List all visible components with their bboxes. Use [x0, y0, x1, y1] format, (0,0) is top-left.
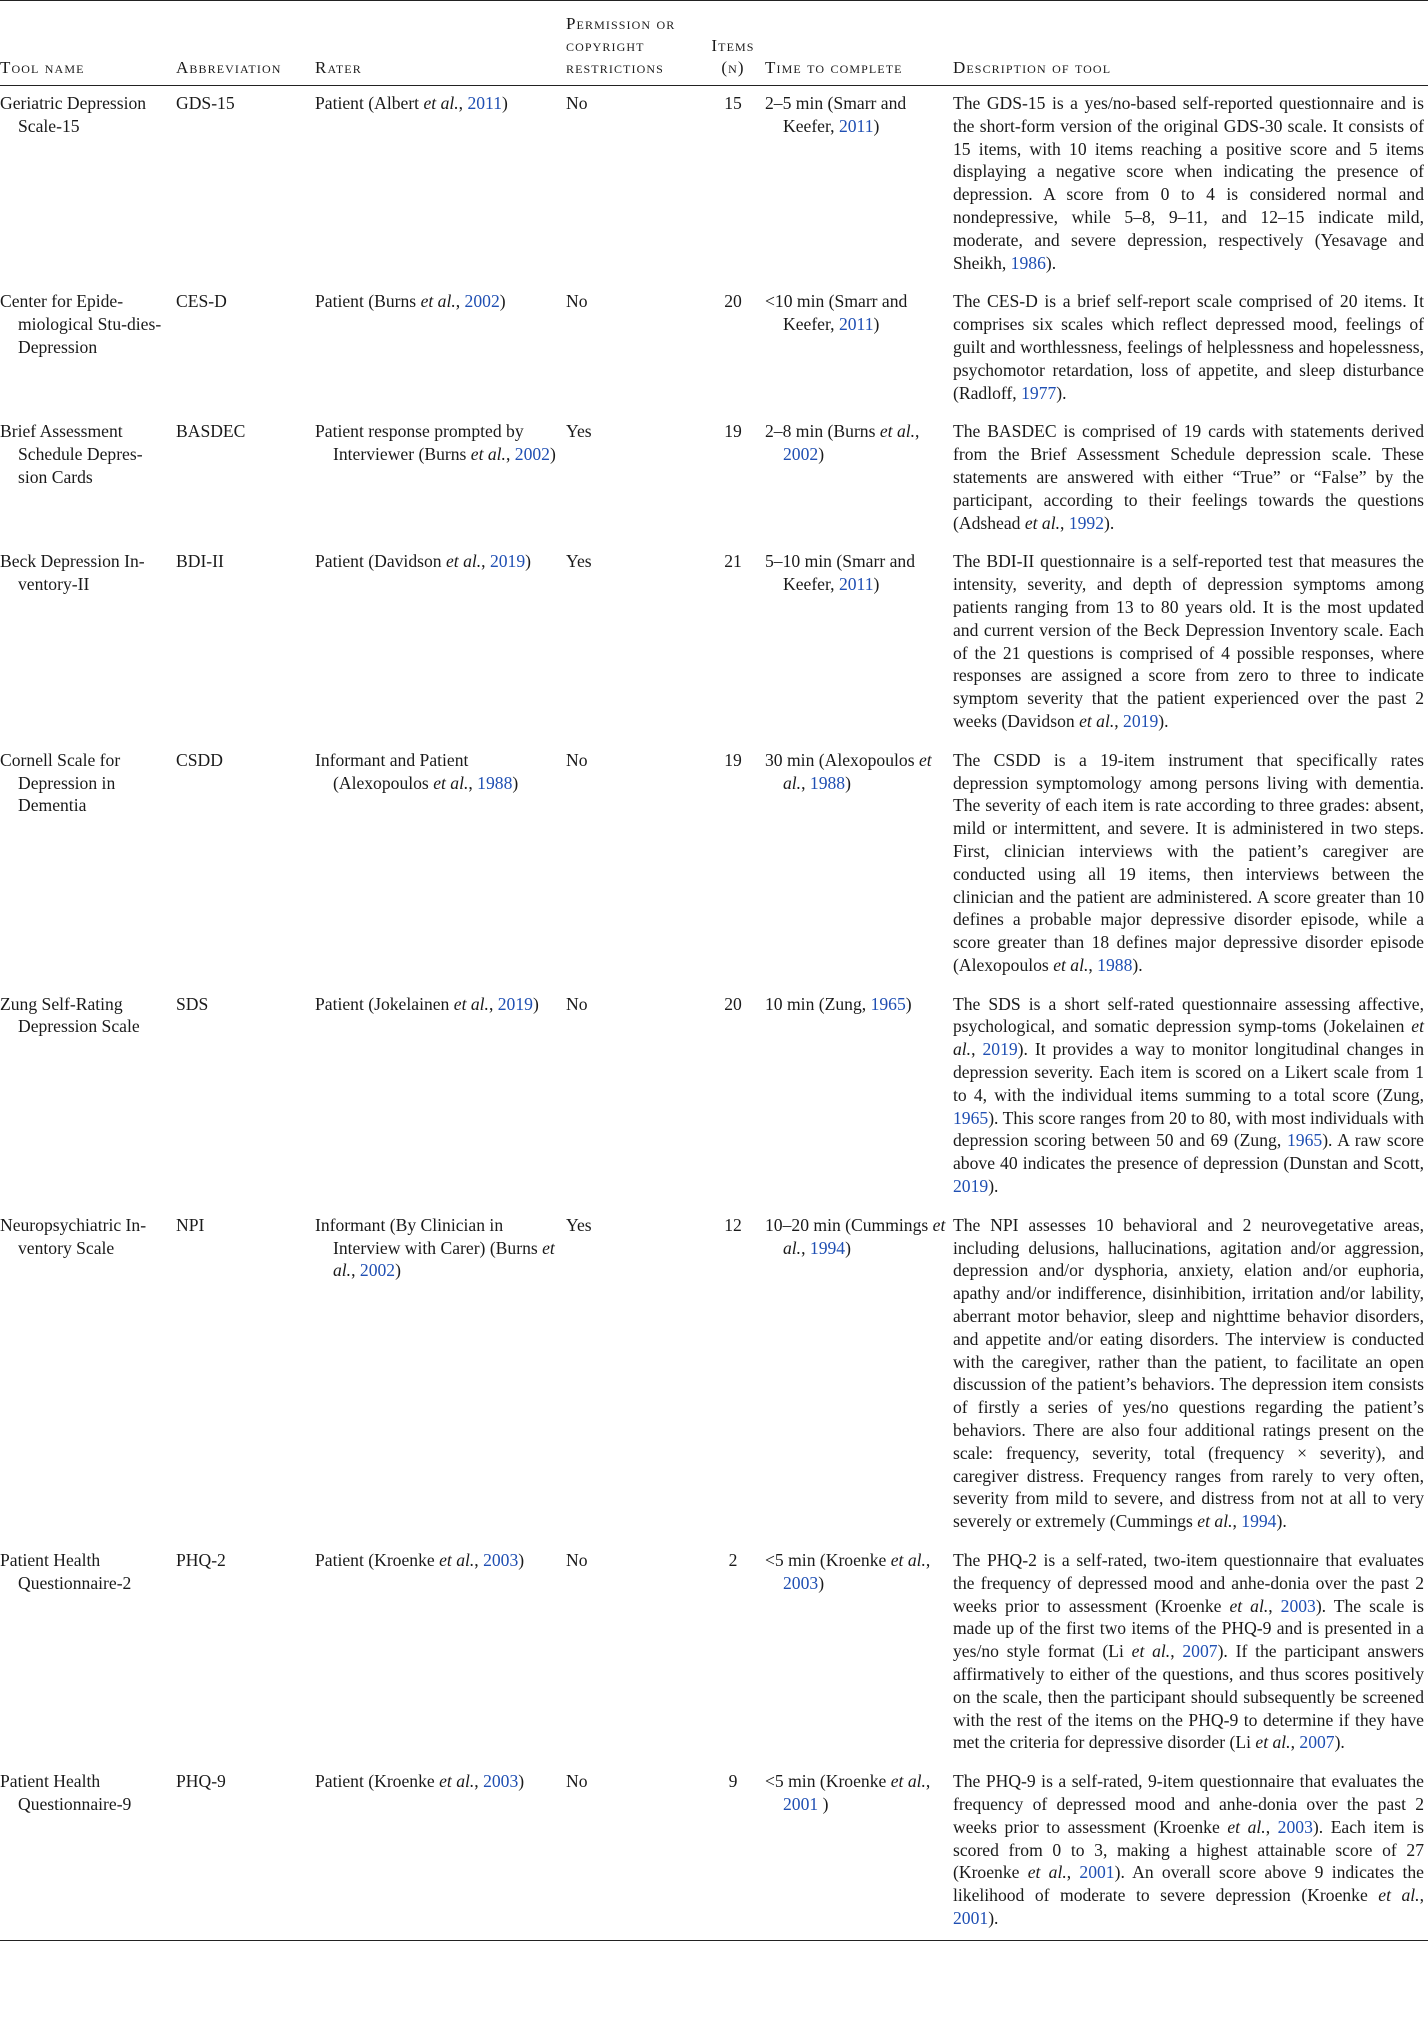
cell-rater: Informant and Patient (Alexopoulos et al., 1988) — [315, 749, 519, 793]
cell-time: 5–10 min (Smarr and Keefer, 2011) — [765, 551, 916, 595]
cell-description: The NPI assesses 10 behavioral and 2 neurovegetative areas, including delusions, hallucinations, agitation and/or aggression, depression and/or dysphoria, anxiety, elation and/or euphoria, apathy and/or indifference, disinhibition, irritation and/or lability, aberrant motor behavior, sleep and nighttime behavior disorders, and appetite and/or eating disorders. The interview is conducted with the caregiver, rather than the patient, to facilitate an open discussion of the patient’s behaviors. The depression item consists of firstly a series of yes/no questions regarding the patient’s behaviors. There are also four additional ratings present on the scale: frequency, severity, total (frequency × severity), and caregiver distress. Frequency ranges from rarely to very often, severity from mild to severe, and distress from not at all to very severely or extremely (Cummings et al., 1994). — [953, 1214, 1424, 1532]
cell-abbreviation: BDI-II — [176, 551, 224, 572]
cell-items: 20 — [724, 993, 742, 1014]
cell-abbreviation: PHQ-9 — [176, 1771, 226, 1792]
reference-link[interactable]: 2001 — [953, 1907, 989, 1928]
cell-items: 12 — [724, 1214, 742, 1235]
cell-abbreviation: CSDD — [176, 749, 223, 770]
reference-link[interactable]: 1994 — [1241, 1511, 1277, 1532]
reference-link[interactable]: 2002 — [359, 1260, 396, 1281]
cell-description: The PHQ-9 is a self-rated, 9-item questionnaire that evaluates the frequency of depressed mood and anhe-donia over the past 2 weeks prior to assessment (Kroenke et al., 2003). Each item is scored from 0 to 3, making a highest attainable score of 27 (Kroenke et al., 2001). An overall score above 9 indicates the likelihood of moderate to severe depression (Kroenke et al., 2001). — [953, 1771, 1424, 1928]
cell-time: 2–5 min (Smarr and Keefer, 2011) — [765, 93, 907, 136]
reference-link[interactable]: 1986 — [1010, 252, 1046, 273]
cell-items: 9 — [728, 1771, 738, 1792]
cell-tool-name: Center for Epide-miological Stu-dies-Depression — [0, 291, 162, 357]
reference-link[interactable]: 2003 — [1277, 1816, 1313, 1837]
cell-abbreviation: GDS-15 — [176, 93, 235, 113]
table-row — [0, 544, 1428, 742]
cell-rater: Patient (Davidson et al., 2019) — [315, 551, 531, 572]
reference-link[interactable]: 2019 — [953, 1176, 989, 1197]
reference-link[interactable]: 1988 — [1097, 954, 1133, 975]
cell-rater: Patient (Albert et al., 2011) — [315, 93, 508, 113]
cell-tool-name: Geriatric Depression Scale-15 — [0, 93, 147, 136]
cell-permission: Yes — [566, 421, 592, 442]
header-permission: Permission or copyright restrictions — [566, 14, 676, 77]
cell-time: 2–8 min (Burns et al., 2002) — [765, 421, 920, 465]
cell-time: 10–20 min (Cummings et al., 1994) — [765, 1214, 946, 1258]
reference-link[interactable]: 2003 — [1280, 1595, 1316, 1616]
cell-abbreviation: NPI — [176, 1214, 205, 1235]
header-abbreviation: Abbreviation — [176, 58, 282, 77]
header-row — [0, 1, 1428, 86]
header-time: Time to complete — [765, 58, 903, 77]
table-row — [0, 743, 1428, 987]
cell-items: 19 — [724, 749, 742, 770]
reference-link[interactable]: 2002 — [464, 291, 500, 312]
reference-link[interactable]: 2019 — [497, 993, 533, 1014]
cell-description: The BASDEC is comprised of 19 cards with statements derived from the Brief Assessment Schedule depression scale. These statements are answered with either “True” or “False” by the participant, according to their feelings towards the questions (Adshead et al., 1992). — [953, 421, 1424, 533]
header-items: Items (n) — [711, 36, 755, 77]
cell-rater: Patient (Kroenke et al., 2003) — [315, 1550, 525, 1571]
cell-rater: Patient (Burns et al., 2002) — [315, 291, 506, 312]
reference-link[interactable]: 1994 — [809, 1237, 846, 1258]
cell-description: The CSDD is a 19-item instrument that specifically rates depression symptomology among persons living with dementia. The severity of each item is rate according to three grades: absent, mild or intermittent, and severe. It is administered in two steps. First, clinician interviews with the patient’s caregiver are conducted using all 19 items, then interviews between the clinician and the patient are administered. A score greater than 10 defines a probable major depressive disorder episode, while a score greater than 18 defines major depressive disorder episode (Alexopoulos et al., 1988). — [953, 749, 1424, 975]
cell-rater: Patient response prompted by Interviewer (Burns et al., 2002) — [315, 421, 556, 465]
reference-link[interactable]: 1988 — [477, 772, 513, 793]
cell-tool-name: Patient Health Questionnaire-9 — [0, 1771, 132, 1814]
cell-rater: Informant (By Clinician in Interview with Carer) (Burns et al., 2002) — [315, 1214, 555, 1281]
cell-tool-name: Patient Health Questionnaire-2 — [0, 1550, 132, 1593]
cell-time: <5 min (Kroenke et al., 2003) — [765, 1550, 931, 1593]
reference-link[interactable]: 1992 — [1068, 512, 1104, 533]
reference-link[interactable]: 2011 — [467, 93, 502, 113]
cell-abbreviation: CES-D — [176, 291, 227, 312]
header-description: Description of tool — [953, 58, 1112, 77]
table-row — [0, 414, 1428, 544]
cell-permission: Yes — [566, 551, 592, 572]
cell-permission: No — [566, 993, 588, 1014]
cell-items: 15 — [724, 93, 742, 113]
reference-link[interactable]: 1988 — [809, 772, 846, 793]
reference-link[interactable]: 2019 — [982, 1039, 1018, 1060]
reference-link[interactable]: 2002 — [783, 444, 819, 465]
reference-link[interactable]: 2001 — [783, 1793, 819, 1814]
cell-time: <5 min (Kroenke et al., 2001 ) — [765, 1771, 931, 1814]
cell-description: The PHQ-2 is a self-rated, two-item questionnaire that evaluates the frequency of depressed mood and anhe-donia over the past 2 weeks prior to assessment (Kroenke et al., 2003). The scale is made up of the first two items of the PHQ-9 and is presented in a yes/no style format (Li et al., 2007). If the participant answers affirmatively to either of the questions, and thus scores positively on the scale, then the participant should subsequently be screened with the rest of the items on the PHQ-9 to determine if they have met the criteria for depressive disorder (Li et al., 2007). — [953, 1550, 1425, 1753]
cell-rater: Patient (Jokelainen et al., 2019) — [315, 993, 539, 1014]
reference-link[interactable]: 2003 — [483, 1550, 519, 1571]
table-body — [0, 86, 1428, 1941]
cell-time: 30 min (Alexopoulos et al., 1988) — [765, 749, 932, 793]
reference-link[interactable]: 2011 — [838, 115, 874, 136]
cell-description: The BDI-II questionnaire is a self-reported test that measures the intensity, severity, and depth of depression symptoms among patients ranging from 13 to 80 years old. It is the most updated and current version of the Beck Depression Inventory scale. Each of the 21 questions is comprised of 4 possible responses, where responses are assigned a score from zero to three to indicate symptom severity that the patient experienced over the past 2 weeks (Davidson et al., 2019). — [953, 551, 1424, 731]
header-rater: Rater — [315, 58, 362, 77]
cell-permission: Yes — [566, 1214, 592, 1235]
cell-description: The CES-D is a brief self-report scale comprised of 20 items. It comprises six scales which reflect depressed mood, feelings of guilt and worthlessness, feelings of helplessness and hopelessness, psychomotor retardation, loss of appetite, and sleep disturbance (Radloff, 1977). — [953, 291, 1424, 403]
reference-link[interactable]: 1965 — [870, 993, 906, 1014]
cell-tool-name: Beck Depression In-ventory-II — [0, 551, 145, 595]
reference-link[interactable]: 2003 — [783, 1572, 819, 1593]
table-row — [0, 987, 1428, 1208]
cell-items: 19 — [724, 421, 742, 442]
cell-tool-name: Zung Self-Rating Depression Scale — [0, 993, 140, 1037]
reference-link[interactable]: 2011 — [838, 574, 874, 595]
cell-description: The SDS is a short self-rated questionnaire assessing affective, psychological, and somatic depression symp-toms (Jokelainen et al., 2019). It provides a way to monitor longitudinal changes in depression severity. Each item is scored on a Likert scale from 1 to 4, with the individual items summing to a total score (Zung, 1965). This score ranges from 20 to 80, with most individuals with depression scoring between 50 and 69 (Zung, 1965). A raw score above 40 indicates the presence of depression (Dunstan and Scott, 2019). — [953, 993, 1425, 1197]
cell-time: <10 min (Smarr and Keefer, 2011) — [765, 291, 908, 335]
table-row — [0, 1764, 1428, 1940]
table-row — [0, 1208, 1428, 1543]
cell-rater: Patient (Kroenke et al., 2003) — [315, 1771, 525, 1792]
reference-link[interactable]: 2011 — [838, 314, 874, 335]
cell-items: 20 — [724, 291, 742, 312]
reference-link[interactable]: 2001 — [1079, 1862, 1115, 1883]
cell-tool-name: Brief Assessment Schedule Depres-sion Cards — [0, 421, 143, 487]
reference-link[interactable]: 1965 — [1287, 1130, 1323, 1151]
reference-link[interactable]: 2002 — [514, 444, 550, 465]
cell-items: 2 — [728, 1550, 738, 1571]
table-row — [0, 284, 1428, 414]
table-row — [0, 86, 1428, 285]
reference-link[interactable]: 2003 — [483, 1771, 519, 1792]
cell-permission: No — [566, 1771, 588, 1792]
cell-permission: No — [566, 1550, 588, 1571]
cell-permission: No — [566, 749, 588, 770]
cell-abbreviation: SDS — [176, 993, 209, 1014]
cell-tool-name: Neuropsychiatric In-ventory Scale — [0, 1214, 147, 1258]
cell-items: 21 — [724, 551, 742, 572]
reference-link[interactable]: 2007 — [1299, 1732, 1335, 1753]
cell-abbreviation: BASDEC — [176, 421, 246, 442]
cell-tool-name: Cornell Scale for Depression in Dementia — [0, 749, 121, 816]
cell-time: 10 min (Zung, 1965) — [765, 993, 912, 1014]
table-row — [0, 1543, 1428, 1764]
reference-link[interactable]: 2019 — [489, 551, 526, 572]
reference-link[interactable]: 2007 — [1182, 1641, 1218, 1662]
header-tool-name: Tool name — [0, 58, 85, 77]
cell-permission: No — [566, 291, 588, 312]
reference-link[interactable]: 1977 — [1021, 382, 1057, 403]
cell-description: The GDS-15 is a yes/no-based self-reported questionnaire and is the short-form version of the original GDS-30 scale. It consists of 15 items, with 10 items reaching a positive score and 5 items displaying a negative score when indicating the presence of depression. A score from 0 to 4 is considered normal and nondepressive, while 5–8, 9–11, and 12–15 indicate mild, moderate, and severe depression, respectively (Yesavage and Sheikh, 1986). — [953, 93, 1424, 273]
reference-link[interactable]: 2019 — [1123, 710, 1159, 731]
cell-permission: No — [566, 93, 588, 113]
cell-abbreviation: PHQ-2 — [176, 1550, 226, 1571]
reference-link[interactable]: 1965 — [953, 1107, 989, 1128]
